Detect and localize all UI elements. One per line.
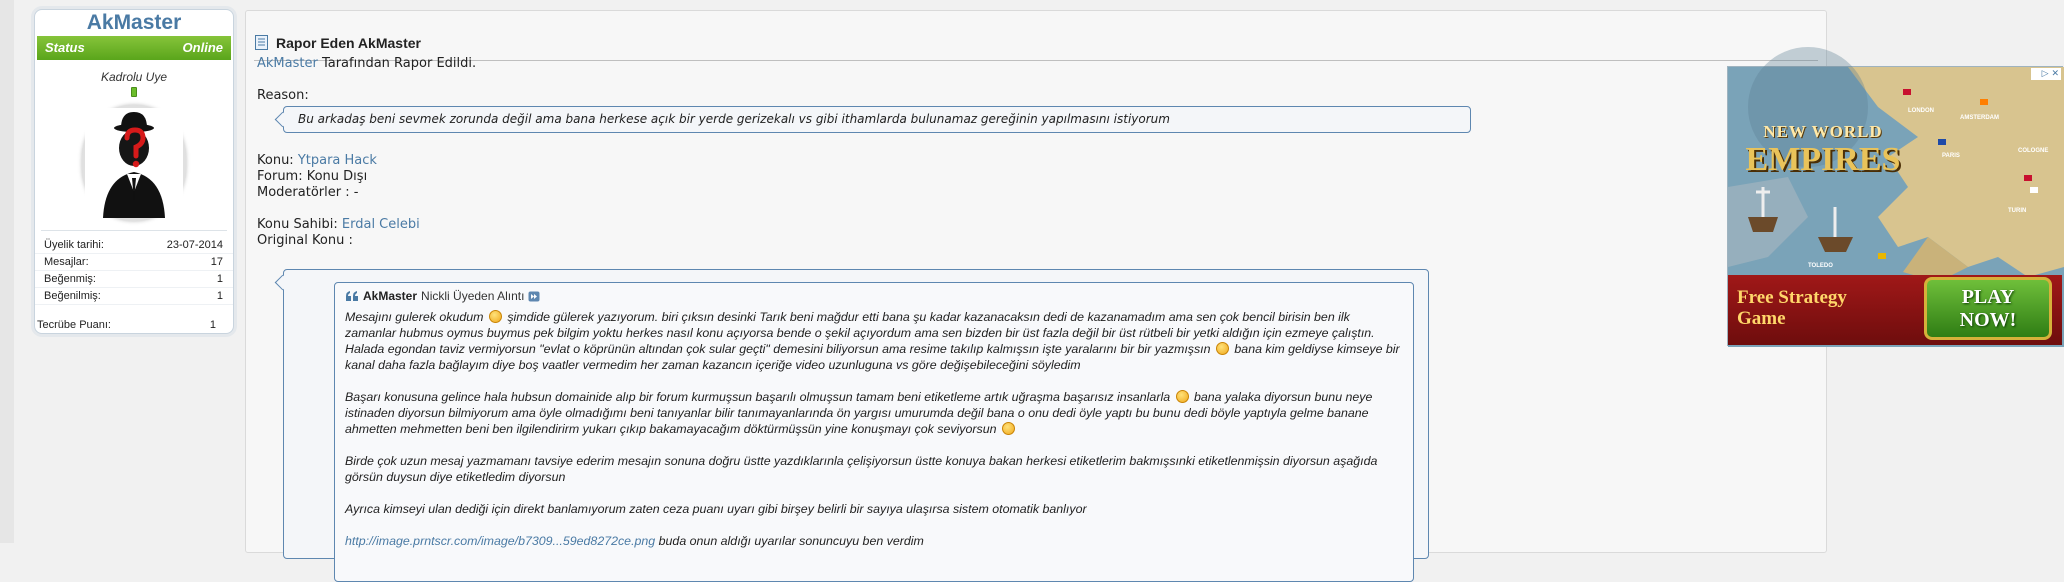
quote-box: [334, 282, 1414, 582]
avatar-silhouette-icon: [85, 108, 183, 218]
smiley-icon: [1002, 422, 1015, 435]
quote-paragraph: [345, 533, 1403, 549]
stat-label: Beğenilmiş:: [44, 290, 101, 302]
user-profile-card: [34, 9, 234, 334]
stat-liked-by: [35, 288, 233, 305]
logo-line: EMPIRES: [1745, 141, 1901, 178]
report-title: Rapor Eden AkMaster: [276, 34, 421, 51]
reputation-indicator: [131, 87, 137, 97]
username[interactable]: AkMaster: [86, 11, 182, 34]
status-bar: [37, 36, 231, 60]
ad-choices-icon[interactable]: ▷ ✕: [2031, 68, 2061, 80]
quote-text: bana yalaka diyorsun bunu neye istinaden diyorsun bilmiyorum ama öyle olmadığımı beni tanıyanlar bilir tanımayanlarında ön yargısı umurumda değil bana o onu dedi öyle yaptı bu bunu dedi böyle yaptıyla gelme banane ahmetten mehmetten beni ben ilgilendirirm yukarı çıkıp bakamayacağım döktürmüşsün yine konuşmayı çok seviyorsun: [345, 390, 1373, 436]
ad-game-logo: [1738, 122, 1908, 217]
stat-posts: [35, 254, 233, 271]
quote-header: [335, 283, 1413, 304]
topic-line: [257, 153, 1489, 169]
reporter-link[interactable]: AkMaster: [257, 56, 318, 71]
view-post-icon[interactable]: [528, 291, 540, 302]
advertisement-banner[interactable]: [1727, 66, 2063, 346]
svg-text:TOLEDO: TOLEDO: [1808, 263, 1833, 269]
avatar[interactable]: [82, 105, 186, 221]
stat-label: Mesajlar:: [44, 256, 89, 268]
cta-line: PLAY: [1961, 286, 2015, 308]
report-panel: [245, 10, 2059, 553]
stat-value: 23-07-2014: [166, 239, 223, 251]
tagline-line: Free Strategy: [1737, 287, 1847, 308]
screenshot-link[interactable]: http://image.prntscr.com/image/b7309...59ed8272ce.png: [345, 534, 656, 548]
smiley-icon: [1176, 390, 1189, 403]
profile-divider: [41, 230, 227, 231]
quote-suffix: Nickli Üyeden Alıntı: [421, 289, 525, 303]
smiley-icon: [489, 310, 502, 323]
document-icon: [254, 34, 270, 51]
page-left-margin: [0, 0, 14, 543]
quote-text: bana kim geldiyse kimseye bir kanal daha fazla bağlayım diye boş vaatler vermedim her zaman kazancın içeriğe video uzunluguna vs göre değişebileceğini söyledim: [345, 342, 1400, 372]
topic-label: Konu:: [257, 153, 298, 168]
report-content: [257, 56, 1489, 548]
status-value: Online: [182, 40, 223, 55]
stat-label: Tecrübe Puanı:: [37, 319, 111, 331]
cta-line: NOW!: [1959, 309, 2017, 331]
stat-value: 17: [210, 256, 223, 268]
forum-line: Forum: Konu Dışı: [257, 169, 368, 184]
quote-paragraph: Birde çok uzun mesaj yazmamanı tavsiye ederim mesajın sonuna doğru üstte yazdıklarınla çelişiyorsun üstte konuya bakan herkesi etiketlerim bakmışsınki etiketlenmişsin diyorsun aşağıda görsün duysun diye etiketledim diyorsun: [345, 454, 1378, 484]
quote-paragraph: [345, 309, 1403, 373]
original-topic-label: Original Konu :: [257, 233, 353, 248]
play-now-button[interactable]: [1924, 277, 2052, 340]
svg-text:TURIN: TURIN: [2008, 208, 2027, 214]
stat-label: Üyelik tarihi:: [44, 239, 104, 251]
quote-author: AkMaster: [363, 289, 418, 303]
moderators-line: Moderatörler : -: [257, 185, 359, 200]
stat-value: 1: [216, 290, 223, 302]
owner-link[interactable]: Erdal Celebi: [341, 217, 420, 232]
quote-text: Mesajını gulerek okudum: [345, 310, 487, 324]
topic-link[interactable]: Ytpara Hack: [297, 153, 377, 168]
topic-owner-line: [257, 217, 1489, 233]
stat-liked: [35, 271, 233, 288]
smiley-icon: [1216, 342, 1229, 355]
reason-bubble: [283, 106, 1471, 133]
reason-text: Bu arkadaş beni sevmek zorunda değil ama bana herkese açık bir yerde gerizekalı vs gibi ithamlarda bulunamaz gereğinin yapılmasını istiyorum: [298, 112, 1170, 126]
quote-text: Başarı konusuna gelince hala hubsun domainide alıp bir forum kurmuşsun başarılı olmuşsun tamam beni etiketleme artık uğraşma başarısız insanlarla: [345, 390, 1174, 404]
reason-label: Reason:: [257, 88, 309, 103]
tagline-line: Game: [1737, 308, 1786, 329]
stat-experience: [35, 319, 233, 331]
svg-text:AMSTERDAM: AMSTERDAM: [1960, 115, 1999, 121]
quote-text: şimdide gülerek yazıyorum. biri çıksın desinki Tarık beni mağdur etti bana şu kadar kazanacaksın dedi de kazanamadım ama sen çok bencil birisin ben ilk zamanlar hubmus oymus buymus pek bilgim yoktu herkes nasıl konu açıyorsa bende o şekil açıyordum ama sen bizden bir üst fazla değil bir üst rütbeli bir yetki aldığın için ezmeye çalıştın. Halada egondan taviz vermiyorsun "evlat o köprünün altından çok sular geçti" demesini biliyorsun ama resime takılıp kalmışsın işte yaralarını bir bir yazmışsın: [345, 310, 1375, 356]
ad-tagline: [1737, 287, 1847, 329]
stat-value: 1: [209, 319, 216, 331]
quote-body: [335, 304, 1413, 549]
stat-value: 1: [216, 273, 223, 285]
logo-line: NEW WORLD: [1763, 122, 1883, 141]
stat-label: Beğenmiş:: [44, 273, 96, 285]
reported-by-text: Tarafından Rapor Edildi.: [317, 56, 477, 71]
quote-paragraph: [345, 389, 1403, 437]
quote-paragraph: Ayrıca kimseyi ulan dediği için direkt banlamıyorum zaten ceza puanı uyarı gibi birşey belirli bir sayıya ulaşırsa sistem otomatik banlıyor: [345, 502, 1087, 516]
original-post-bubble: [283, 269, 1429, 559]
svg-text:PARIS: PARIS: [1942, 153, 1960, 159]
status-label: Status: [45, 40, 85, 55]
quote-text: buda onun aldığı uyarılar sonuncuyu ben verdim: [655, 534, 924, 548]
svg-text:COLOGNE: COLOGNE: [2018, 148, 2049, 154]
reported-by-line: [257, 56, 1489, 72]
owner-label: Konu Sahibi:: [257, 217, 342, 232]
stat-join-date: [35, 237, 233, 254]
quote-icon: [345, 290, 359, 302]
svg-text:LONDON: LONDON: [1908, 108, 1934, 114]
user-rank: Kadrolu Uye: [100, 70, 168, 84]
